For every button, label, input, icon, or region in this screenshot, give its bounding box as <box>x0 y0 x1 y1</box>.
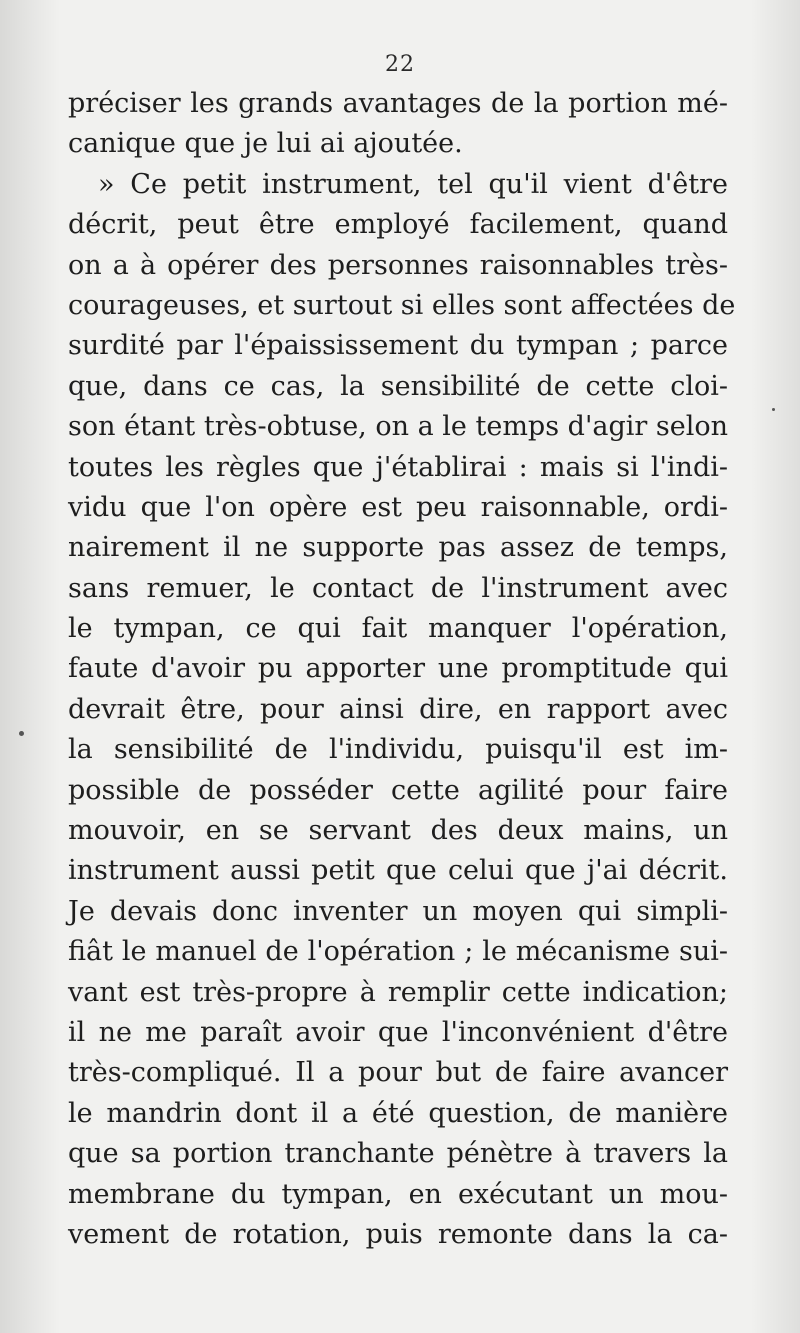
text-line: décrit, peut être employé facilement, quand <box>68 209 728 241</box>
text-line: son étant très-obtuse, on a le temps d'agir selon <box>68 411 728 443</box>
text-line: le mandrin dont il a été question, de manière <box>68 1097 728 1129</box>
text-line: fiât le manuel de l'opération ; le mécanisme sui- <box>68 936 728 968</box>
text-line: surdité par l'épaississement du tympan ; parce <box>68 330 728 362</box>
text-line: le tympan, ce qui fait manquer l'opération, <box>68 613 728 645</box>
text-line: » Ce petit instrument, tel qu'il vient d'être <box>98 168 728 200</box>
text-line: que, dans ce cas, la sensibilité de cette cloi- <box>68 370 728 402</box>
text-line: faute d'avoir pu apporter une promptitude qui <box>68 653 728 685</box>
text-line: sans remuer, le contact de l'instrument avec <box>68 572 728 604</box>
text-line: toutes les règles que j'établirai : mais si l'indi- <box>68 451 728 483</box>
text-line: mouvoir, en se servant des deux mains, un <box>68 815 728 847</box>
text-line: canique que je lui ai ajoutée. <box>68 128 463 160</box>
page-number: 22 <box>385 52 415 77</box>
text-line: courageuses, et surtout si elles sont affectées de <box>68 289 736 321</box>
text-line: vant est très-propre à remplir cette indication; <box>68 976 728 1008</box>
text-line: membrane du tympan, en exécutant un mou- <box>68 1178 728 1210</box>
text-line: devrait être, pour ainsi dire, en rapport avec <box>68 693 728 725</box>
paper-speck <box>772 408 775 411</box>
text-line: il ne me paraît avoir que l'inconvénient d'être <box>68 1016 728 1048</box>
text-line: nairement il ne supporte pas assez de temps, <box>68 532 728 564</box>
paper-speck <box>19 731 24 736</box>
text-line: vidu que l'on opère est peu raisonnable, ordi- <box>68 491 728 523</box>
text-line: très-compliqué. Il a pour but de faire avancer <box>68 1057 728 1089</box>
text-line: que sa portion tranchante pénètre à travers la <box>68 1138 728 1170</box>
text-line: Je devais donc inventer un moyen qui simpli- <box>68 895 728 927</box>
body-text <box>68 84 736 1255</box>
text-line: préciser les grands avantages de la portion mé- <box>68 88 728 119</box>
text-line: on a à opérer des personnes raisonnables très- <box>68 249 728 281</box>
text-line: possible de posséder cette agilité pour faire <box>68 774 728 806</box>
text-line: vement de rotation, puis remonte dans la ca- <box>68 1218 728 1250</box>
text-line: instrument aussi petit que celui que j'ai décrit. <box>68 855 728 887</box>
text-line: la sensibilité de l'individu, puisqu'il est im- <box>68 734 728 766</box>
